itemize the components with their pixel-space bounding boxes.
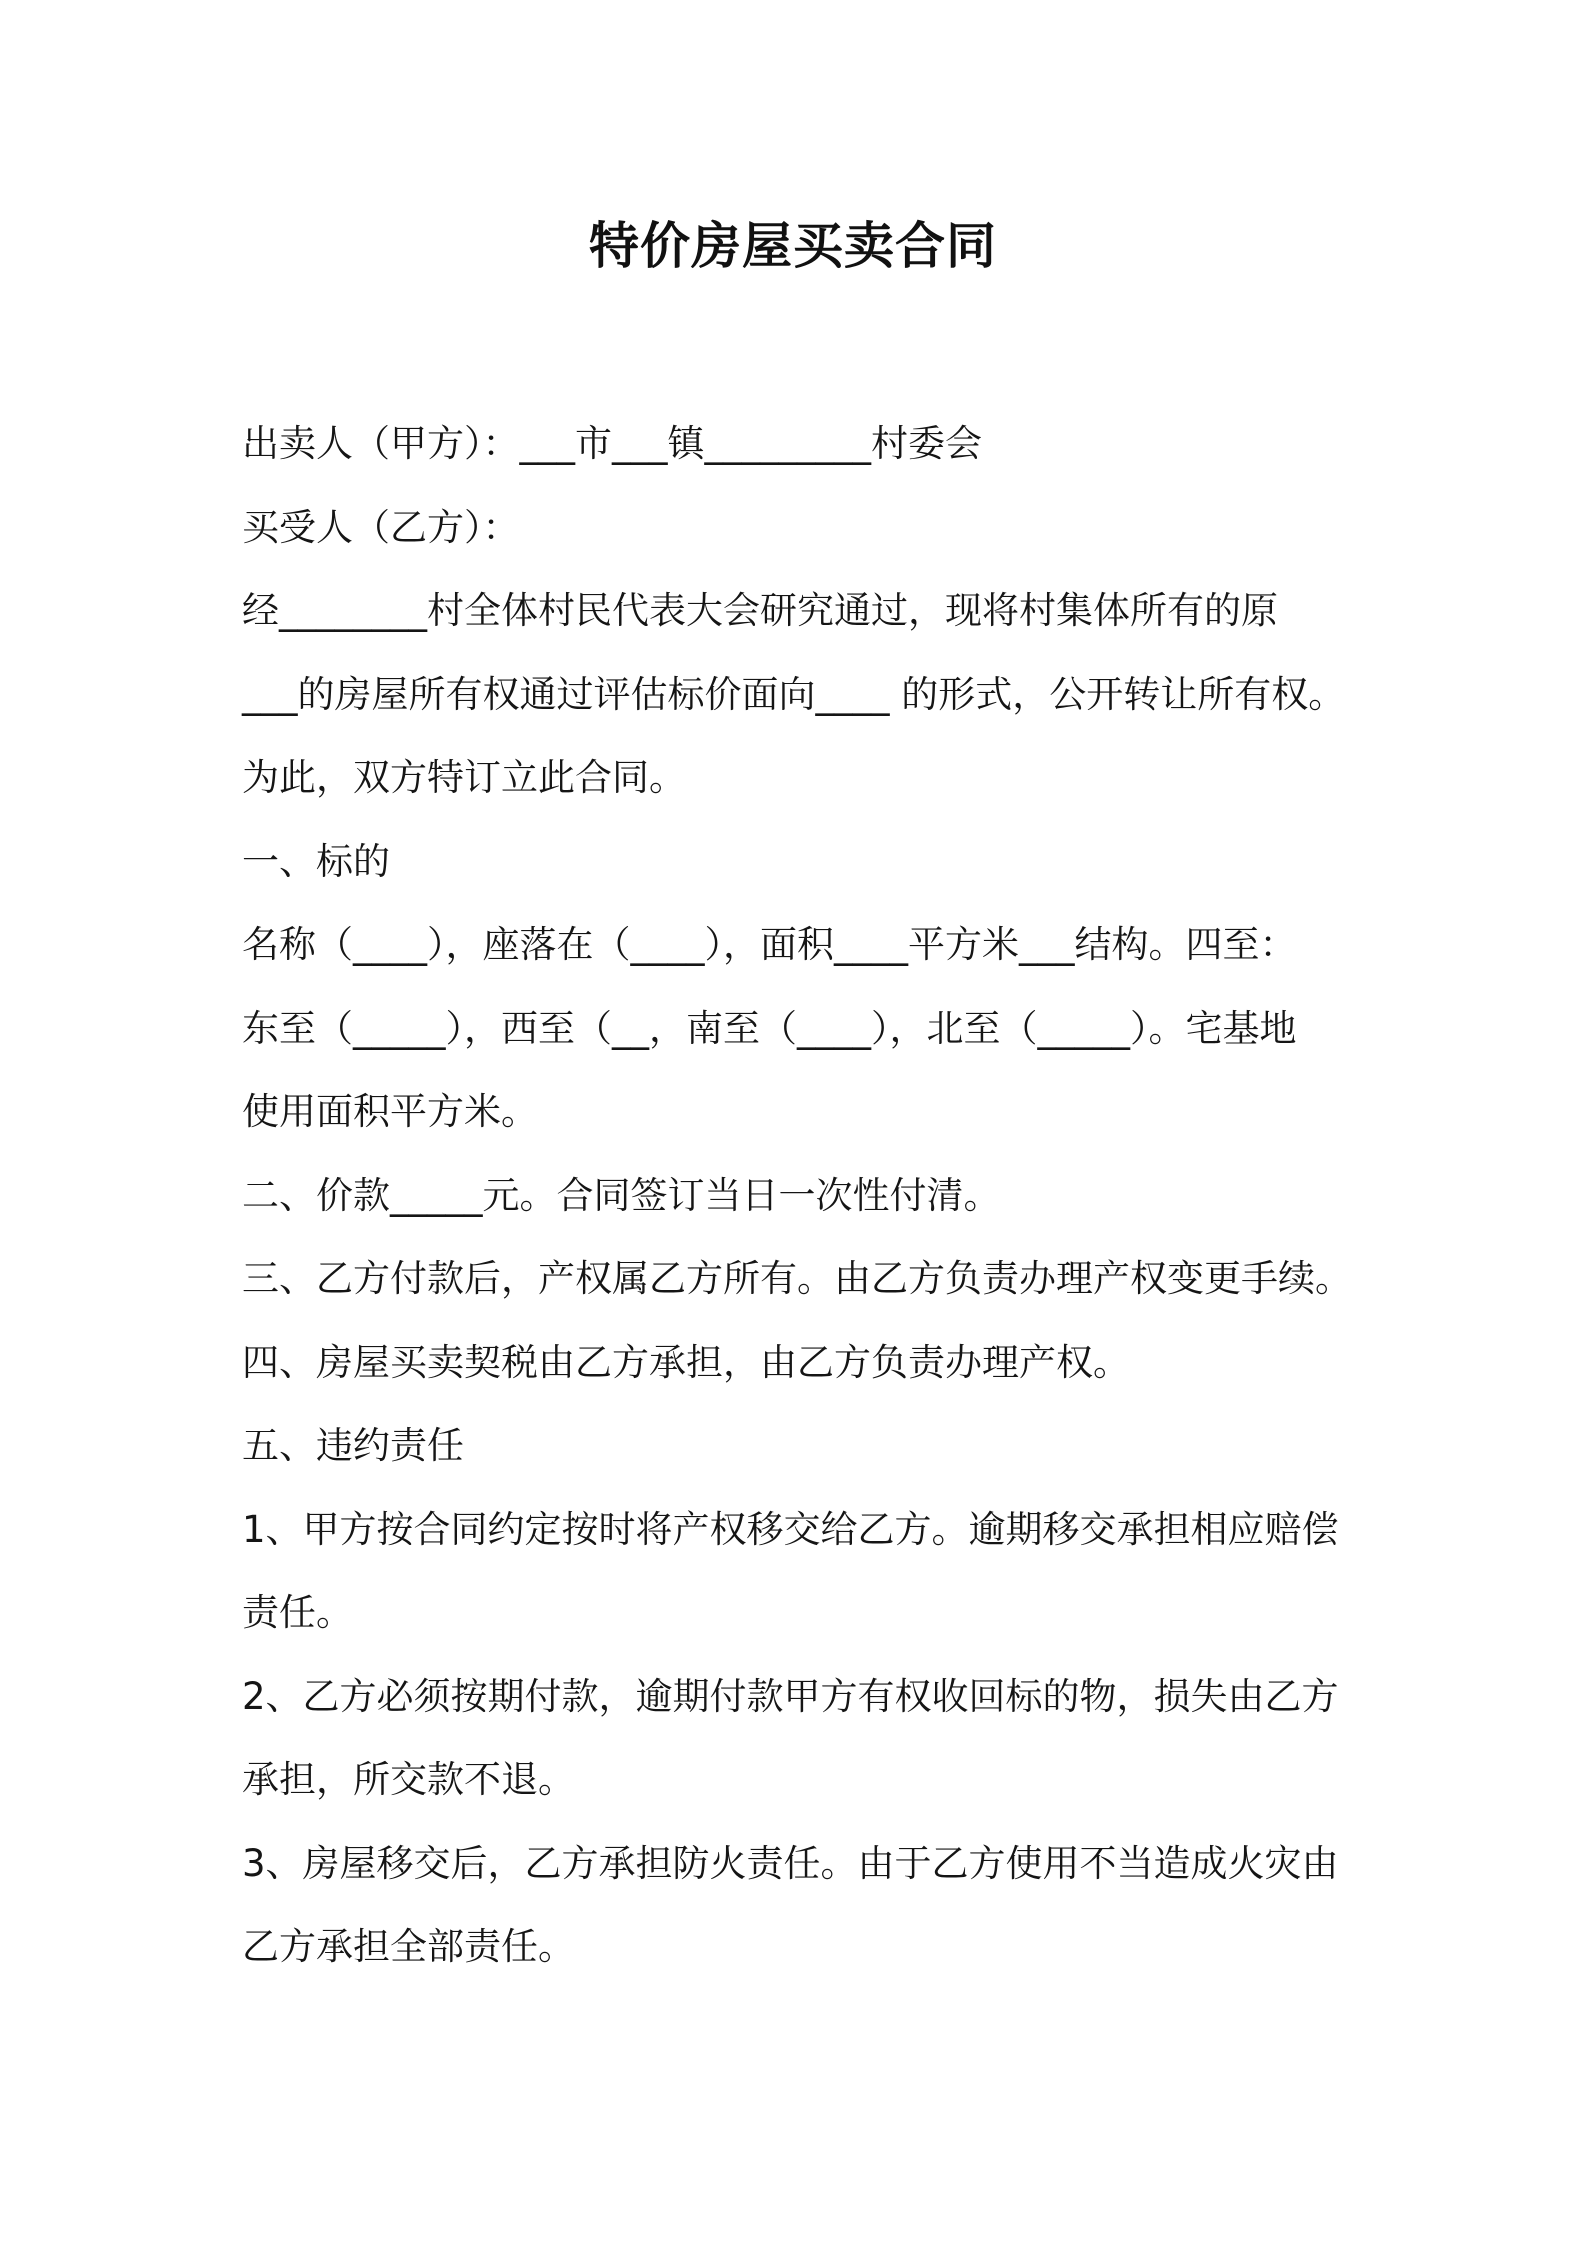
clause-3-line-2: 乙方承担全部责任。 bbox=[242, 1925, 575, 1968]
section-3-line: 三、乙方付款后，产权属乙方所有。由乙方负责办理产权变更手续。 bbox=[242, 1257, 1352, 1300]
seller-line: 出卖人（甲方）：___市___镇_________村委会 bbox=[242, 422, 982, 465]
section-1-line-2: 东至（_____），西至（__，南至（____），北至（_____）。宅基地 bbox=[242, 1006, 1297, 1050]
section-1-line-1: 名称（____），座落在（____），面积____平方米___结构。四至： bbox=[242, 923, 1297, 966]
preamble-line-2: ___的房屋所有权通过评估标价面向____ 的形式，公开转让所有权。 bbox=[242, 672, 1346, 716]
clause-1-line-1: 1、甲方按合同约定按时将产权移交给乙方。逾期移交承担相应赔偿 bbox=[242, 1507, 1339, 1551]
preamble-line-3: 为此，双方特订立此合同。 bbox=[242, 756, 686, 799]
contract-title: 特价房屋买卖合同 bbox=[589, 217, 997, 275]
clause-3-line-1: 3、房屋移交后，乙方承担防火责任。由于乙方使用不当造成火灾由 bbox=[242, 1841, 1339, 1885]
section-1-heading: 一、标的 bbox=[242, 839, 390, 883]
preamble-line-1: 经________村全体村民代表大会研究通过，现将村集体所有的原 bbox=[242, 589, 1278, 632]
clause-2-line-2: 承担，所交款不退。 bbox=[242, 1758, 575, 1801]
contract-body bbox=[242, 402, 1372, 1989]
section-2-line: 二、价款_____元。合同签订当日一次性付清。 bbox=[242, 1173, 1001, 1217]
section-1-line-3: 使用面积平方米。 bbox=[242, 1090, 538, 1133]
buyer-line: 买受人（乙方）： bbox=[242, 505, 520, 549]
section-4-line: 四、房屋买卖契税由乙方承担，由乙方负责办理产权。 bbox=[242, 1340, 1130, 1384]
section-5-heading: 五、违约责任 bbox=[242, 1424, 464, 1467]
clause-2-line-1: 2、乙方必须按期付款，逾期付款甲方有权收回标的物，损失由乙方 bbox=[242, 1674, 1339, 1718]
clause-1-line-2: 责任。 bbox=[242, 1591, 353, 1634]
